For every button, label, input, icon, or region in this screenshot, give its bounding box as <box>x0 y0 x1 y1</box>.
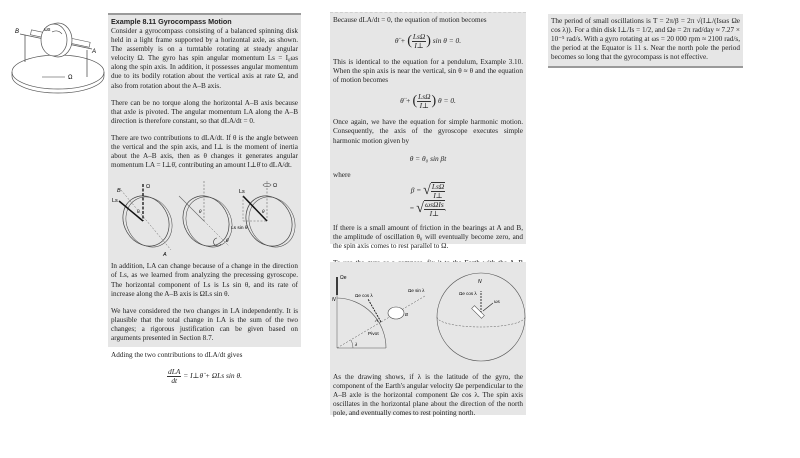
example-box-part4 <box>548 14 743 68</box>
label-omega-sin: Ωe sin λ <box>408 288 425 293</box>
gyro-on-sphere <box>472 306 485 319</box>
label-omega: Ω <box>146 184 151 191</box>
equation-3: θ = θ₀ sin βt <box>409 153 447 163</box>
label-b: B <box>117 188 121 195</box>
label-omega: Ω <box>273 183 278 190</box>
gyro <box>388 307 404 319</box>
disk-1-rim <box>117 189 181 259</box>
label-omega-e: Ωe <box>340 275 347 281</box>
fraction: $\frac{\text{dLA}}{dt}$ <box>168 367 181 386</box>
equation-2: θ̈ + ( $\frac{\text{LsΩ}}{I\perp}$ ) θ = 0. <box>400 92 456 111</box>
label-a: A <box>375 318 379 323</box>
example-box-part2 <box>330 12 526 250</box>
example-title: Example 8.11 Gyrocompass Motion <box>111 17 232 26</box>
label-omega: Ω <box>68 75 73 81</box>
paragraph: The period of small oscillations is T = 2π/β = 2π √(I⊥/(Isωs Ωe cos λ)). For a thin disk I⊥/Is = 1/2, and Ωe = 2π rad/day ≈ 7.27 × 10⁻⁵ rad/s. With a gyro rotating at ωs = 20 000 rpm ≈ 2100 rad/s, the period at the Equator is 11 s. Near the north pole the period becomes so long that the gyrocompass is not effective. <box>551 17 740 62</box>
label-a: A <box>163 252 167 259</box>
disk-3-rim <box>240 189 304 256</box>
label-a: A <box>92 49 97 55</box>
disk-figures <box>111 176 298 258</box>
label-theta: θ <box>199 209 202 215</box>
earth-gyro-figures <box>333 265 523 367</box>
label-ls: Ls <box>239 189 245 196</box>
paragraph: There are two contributions to dLA/dt. If θ is the angle between the vertical and the spin axis, and I⊥ is the moment of inertia about the A–B axis, then as θ changes it generates angular momentum LA = I⊥θ̇, contributing an amount I⊥θ̈ to dLA/dt. <box>111 133 298 170</box>
lambda-arc <box>351 340 353 348</box>
paragraph: In addition, LA can change because of a change in the direction of Ls, as we learned from analyzing the precessing gyroscope. The horizontal component of Ls is Ls sin θ, and its rate of increase along the A–B axis is ΩLs sin θ. <box>111 262 298 298</box>
horizon-line <box>381 296 425 322</box>
label-omega-cos: Ωe cos λ <box>355 293 373 298</box>
disk-2-rim <box>177 189 241 256</box>
paragraph: If there is a small amount of friction in the bearings at A and B, the amplitude of oscillation θ₀ will eventually become zero, and the spin axis comes to rest parallel to Ω. <box>333 223 523 250</box>
paragraph: As the drawing shows, if λ is the latitude of the gyro, the component of the Earth's angular velocity Ωe perpendicular to the A–B axle is the horizontal component Ωe cos λ. The spin axis oscillates in the horizontal plane about the direction of the north pole, and eventually comes to rest pointing north. <box>333 373 523 418</box>
label-omega-s: ωs <box>44 27 51 33</box>
paragraph: Because dLA/dt = 0, the equation of motion becomes <box>333 16 487 24</box>
label-ls: Ls <box>112 198 118 205</box>
paragraph: Adding the two contributions to dLA/dt gives <box>111 351 243 360</box>
label-lambda: λ <box>355 342 358 347</box>
example-box-part3 <box>330 262 526 418</box>
disk-2 <box>174 188 238 255</box>
label-n: N <box>332 297 336 303</box>
equation-4: β = √ $\frac{\text{LsΩ}}{I\perp}$ <box>410 181 445 200</box>
label-theta: θ <box>137 209 140 215</box>
label-theta-dot: θ̇ <box>226 238 229 244</box>
paragraph: This is identical to the equation for a pendulum, Example 3.10. When the spin axis is near the vertical, sin θ ≈ θ and the equation of motion becomes <box>333 58 523 85</box>
equator <box>437 317 525 327</box>
gyrocompass-figure <box>0 0 108 100</box>
b-axis-1 <box>121 190 171 250</box>
equation-1: θ̈ + ( $\frac{\text{LsΩ}}{I\perp}$ ) sin θ = 0. <box>394 32 462 51</box>
turntable-top <box>12 55 104 89</box>
paragraph: There can be no torque along the horizontal A–B axis because that axle is pivoted. The angular momentum LA along the A–B direction is therefore constant, so that dLA/dt = 0. <box>111 98 298 125</box>
paragraph: We have considered the two changes in LA independently. It is plausible that the total change in LA is the sum of the two changes; a rigorous justification can be given based on arguments presented in Section 8.7. <box>111 306 298 342</box>
paragraph: Consider a gyrocompass consisting of a balanced spinning disk held in a light frame supported by a horizontal axle, as shown. The assembly is on a turntable rotating at steady angular velocity Ω. The gyro has spin angular momentum Ls = I₀ωs along the spin axis. In addition, it possesses angular momentum due to its bodily rotation about the vertical axis at rate Ω, and also from rotation about the A–B axis. <box>111 27 298 90</box>
label-omega-s: ωs <box>494 299 500 304</box>
where-label: where <box>333 170 351 179</box>
earth-quadrant <box>337 298 386 348</box>
label-omega-cos: Ωe cos λ <box>459 291 477 296</box>
label-b: B <box>15 29 20 35</box>
label-b: B <box>405 312 409 317</box>
label-theta: θ <box>262 209 265 215</box>
paragraph: Once again, we have the equation for simple harmonic motion. Consequently, the axis of the gyroscope executes simple harmonic motion given by <box>333 118 523 145</box>
label-ls-sin-theta: Ls sin θ <box>231 226 248 232</box>
label-pivot: Pivot <box>368 332 379 337</box>
equation-rhs: = I⊥θ̈ + ΩLs sin θ. <box>183 371 242 381</box>
equation <box>111 368 298 385</box>
example-box-part1 <box>108 13 301 386</box>
spin-vector <box>483 303 493 311</box>
disk-1 <box>114 188 178 255</box>
label-n: N <box>478 279 482 285</box>
equation-5: = √ $\frac{\text{ωsΩIs}}{I\perp}$ . <box>409 199 447 218</box>
